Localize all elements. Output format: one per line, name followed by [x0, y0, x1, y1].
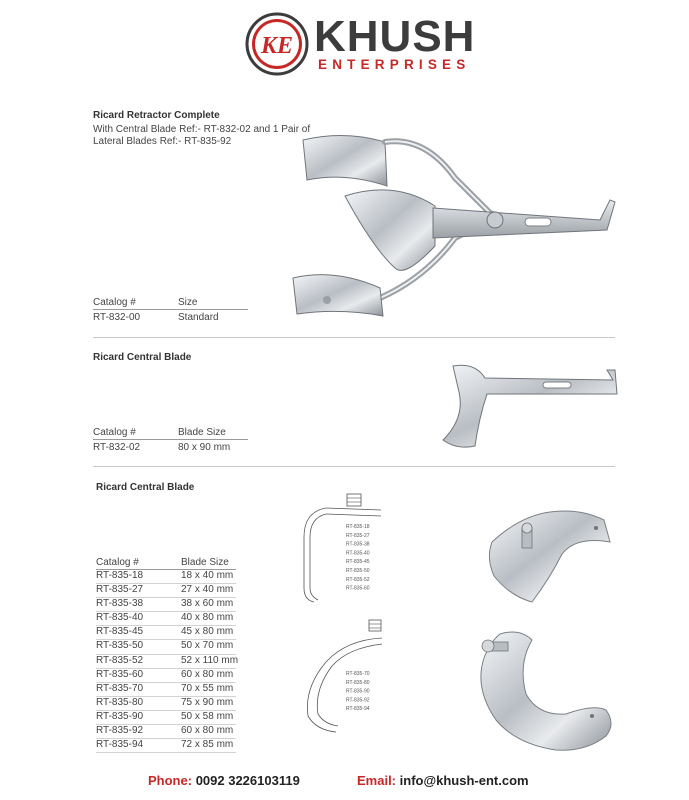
- section2-title: Ricard Central Blade: [93, 352, 192, 363]
- row-catalog: RT-835-38: [96, 598, 144, 610]
- section3-col-size: Blade Size: [181, 557, 229, 568]
- logo-emblem-icon: [245, 12, 309, 76]
- diagram-label: RT-835-92: [346, 697, 370, 704]
- diagram-label: RT-835-40: [346, 550, 370, 557]
- footer-phone[interactable]: [148, 773, 300, 788]
- table-row: [96, 711, 246, 725]
- row-catalog: RT-835-18: [96, 570, 144, 581]
- diagram-label: RT-835-60: [346, 585, 370, 592]
- section3-table: [96, 570, 246, 753]
- table-row: [96, 612, 246, 626]
- section2-size: 80 x 90 mm: [178, 442, 231, 453]
- email-label: Email:: [357, 773, 397, 788]
- row-size: 38 x 60 mm: [181, 598, 234, 610]
- lateral-blade-image-2: [466, 624, 621, 754]
- diagram-label: RT-835-18: [346, 524, 370, 530]
- table-row: [96, 669, 246, 683]
- section2-col-size: Blade Size: [178, 427, 226, 438]
- row-size: 50 x 58 mm: [181, 710, 234, 722]
- table-row: [96, 655, 246, 669]
- section1-desc-line1: With Central Blade Ref:- RT-832-02 and 1 Pair of: [93, 124, 311, 135]
- table-row: [96, 739, 246, 753]
- section1-catalog: RT-832-00: [93, 312, 141, 323]
- brand-subtitle: ENTERPRISES: [318, 57, 471, 72]
- section2-catalog: RT-832-02: [93, 442, 141, 453]
- table-row: [96, 640, 246, 654]
- lateral-blade-diagram-2: [296, 618, 386, 738]
- row-catalog: RT-835-27: [96, 584, 144, 596]
- row-catalog: RT-835-94: [96, 739, 144, 751]
- section-divider-2: [93, 466, 615, 467]
- retractor-complete-image: [285, 128, 620, 328]
- section2-col-catalog: Catalog #: [93, 427, 136, 438]
- row-catalog: RT-835-52: [96, 654, 144, 666]
- phone-label: Phone:: [148, 773, 193, 788]
- row-catalog: RT-835-70: [96, 682, 144, 694]
- row-size: 60 x 80 mm: [181, 668, 234, 680]
- diagram-label: RT-835-50: [346, 568, 370, 574]
- section2-table-rule: [93, 439, 248, 440]
- diagram-label: RT-835-52: [346, 576, 370, 583]
- section-divider-1: [93, 337, 615, 338]
- diagram-label: RT-835-70: [346, 671, 370, 677]
- row-size: 70 x 55 mm: [181, 682, 234, 694]
- row-catalog: RT-835-60: [96, 668, 144, 680]
- footer-email[interactable]: [357, 773, 529, 788]
- row-size: 18 x 40 mm: [181, 570, 234, 581]
- row-catalog: RT-835-45: [96, 626, 144, 638]
- diagram-label: RT-835-94: [346, 706, 370, 713]
- lateral-blade-image-1: [480, 506, 620, 606]
- section1-desc-line2: Lateral Blades Ref:- RT-835-92: [93, 136, 232, 147]
- diagram-label: RT-835-45: [346, 559, 370, 566]
- row-size: 50 x 70 mm: [181, 640, 234, 652]
- phone-number[interactable]: 0092 3226103119: [195, 773, 300, 788]
- table-row: [96, 725, 246, 739]
- diagram-label: RT-835-80: [346, 679, 370, 686]
- section3-title: Ricard Central Blade: [96, 482, 195, 493]
- row-size: 60 x 80 mm: [181, 725, 234, 737]
- row-catalog: RT-835-92: [96, 725, 144, 737]
- table-row: [96, 598, 246, 612]
- table-row: [96, 626, 246, 640]
- logo-badge: [245, 12, 309, 76]
- row-catalog: RT-835-80: [96, 696, 144, 708]
- email-address[interactable]: info@khush-ent.com: [399, 773, 529, 788]
- row-size: 75 x 90 mm: [181, 696, 234, 708]
- central-blade-image: [435, 358, 620, 458]
- section1-title: Ricard Retractor Complete: [93, 110, 220, 121]
- section3-col-catalog: Catalog #: [96, 557, 139, 568]
- brand-name: KHUSH: [314, 12, 476, 61]
- section1-col-catalog: Catalog #: [93, 297, 136, 308]
- row-catalog: RT-835-40: [96, 612, 144, 624]
- diagram-label: RT-835-38: [346, 541, 370, 548]
- table-row: [96, 584, 246, 598]
- table-row: [96, 570, 246, 584]
- row-size: 40 x 80 mm: [181, 612, 234, 624]
- table-row: [96, 683, 246, 697]
- logo-initials: KE: [260, 33, 294, 59]
- diagram-label: RT-835-27: [346, 532, 370, 539]
- row-size: 52 x 110 mm: [181, 654, 239, 666]
- row-size: 27 x 40 mm: [181, 584, 234, 596]
- row-size: 45 x 80 mm: [181, 626, 234, 638]
- row-catalog: RT-835-50: [96, 640, 144, 652]
- section1-size: Standard: [178, 312, 219, 323]
- section1-col-size: Size: [178, 297, 198, 308]
- row-catalog: RT-835-90: [96, 710, 144, 722]
- diagram-label: RT-835-90: [346, 688, 370, 695]
- lateral-blade-diagram-1: [296, 492, 386, 607]
- section1-table-rule: [93, 309, 248, 310]
- row-divider: [96, 752, 236, 753]
- row-size: 72 x 85 mm: [181, 739, 234, 751]
- table-row: [96, 697, 246, 711]
